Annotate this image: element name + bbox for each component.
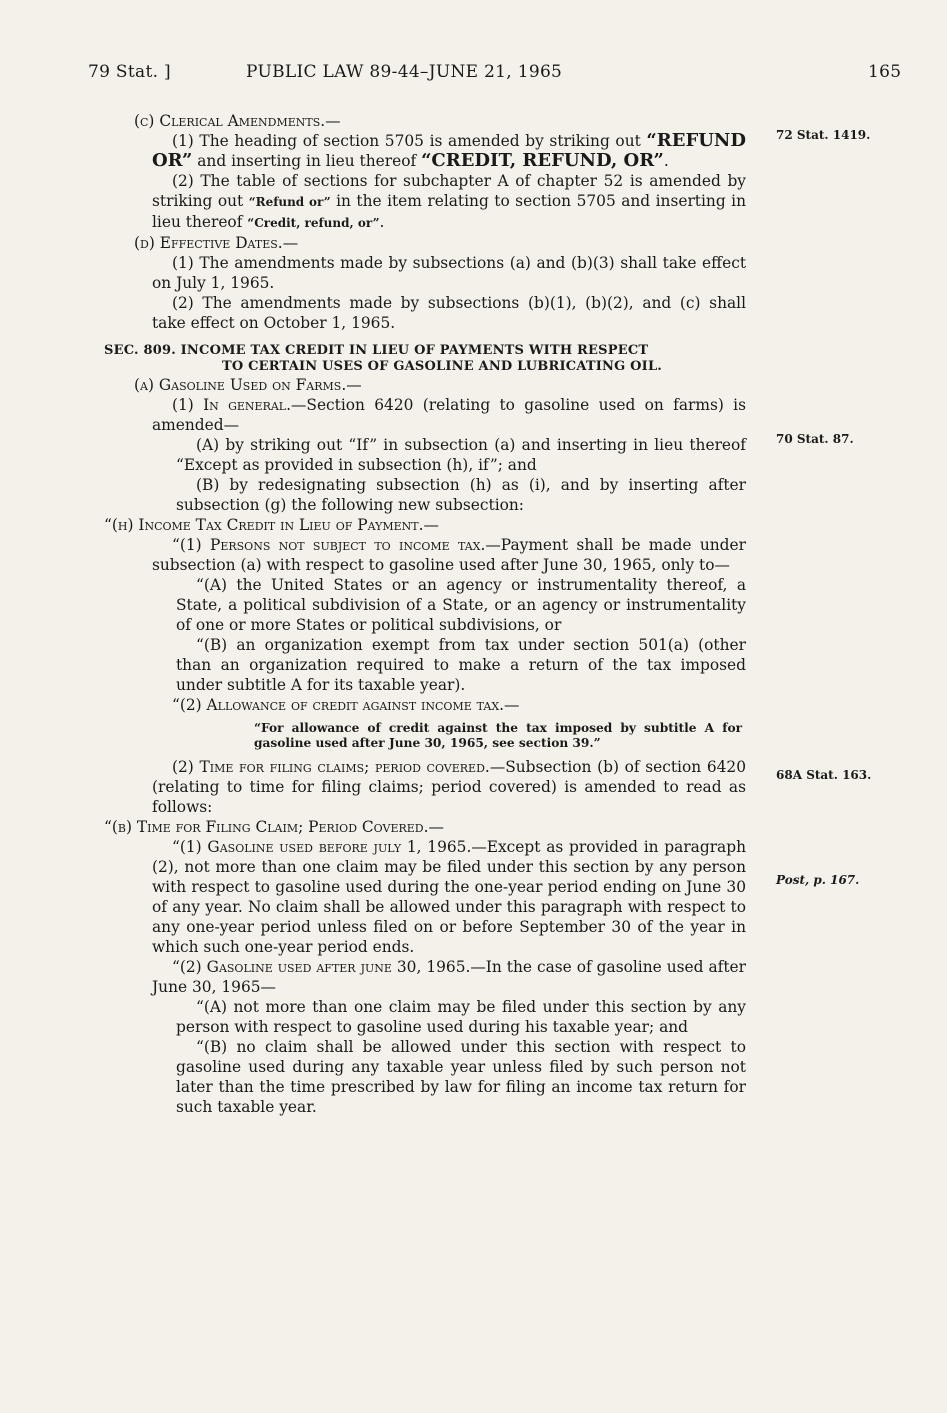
section-heading <box>104 343 746 375</box>
paragraph: “(A) the United States or an agency or instrumentality thereof, a State, a political subdivision of a State, or an agency or instrumentality of one or more States or political subdivisions, or <box>176 576 746 634</box>
header-statute-ref: 79 Stat. ] <box>88 62 171 82</box>
section-heading-line: SEC. 809. INCOME TAX CREDIT IN LIEU OF PAYMENTS WITH RESPECT <box>104 343 649 358</box>
margin-note-post: Post, p. 167. <box>776 873 860 887</box>
subsection-heading: “(h) Income Tax Credit in Lieu of Payment.— <box>104 516 439 534</box>
text: —Payment shall be made under subsection (a) with respect to gasoline used after June 30, 1965, only to— <box>152 536 746 574</box>
document-body <box>104 111 746 1117</box>
paragraph-heading: “(2) Gasoline used after june 30, 1965. <box>172 958 471 976</box>
margin-note <box>776 873 859 887</box>
paragraph <box>104 535 746 575</box>
paragraph-heading: (1) In general. <box>172 396 292 414</box>
page-number: 165 <box>868 62 902 82</box>
paragraph: (B) by redesignating subsection (h) as (i), and by inserting after subsection (g) the following new subsection: <box>176 476 746 514</box>
text: in the item relating to section 5705 and inserting in lieu thereof <box>152 192 746 231</box>
paragraph: (2) The amendments made by subsections (b)(1), (b)(2), and (c) shall take effect on October 1, 1965. <box>152 294 746 332</box>
subsection-heading: (c) Clerical Amendments.— <box>134 112 341 130</box>
section-heading-line: TO CERTAIN USES OF GASOLINE AND LUBRICATING OIL. <box>222 359 663 374</box>
paragraph <box>104 131 746 171</box>
paragraph <box>104 957 746 997</box>
margin-note: 70 Stat. 87. <box>776 432 854 446</box>
text: —Section 6420 (relating to gasoline used on farms) is amended— <box>152 396 746 434</box>
paragraph-heading: (2) Time for filing claims; period covered. <box>172 758 490 776</box>
text: —In the case of gasoline used after June 30, 1965— <box>152 958 746 996</box>
text: . <box>663 152 669 170</box>
subsection-heading: (d) Effective Dates.— <box>134 234 299 252</box>
paragraph: “(B) an organization exempt from tax under section 501(a) (other than an organization required to make a return of the tax imposed under subtitle A for its taxable year). <box>176 636 746 694</box>
quoted-text: “Credit, refund, or” <box>247 216 380 230</box>
paragraph-heading: “(1) Persons not subject to income tax. <box>172 536 486 554</box>
text: —Subsection (b) of section 6420 (relating to time for filing claims; period covered) is amended to read as follows: <box>152 758 746 816</box>
subsection-heading: (a) Gasoline Used on Farms.— <box>134 376 362 394</box>
quoted-text: “CREDIT, REFUND, OR” <box>421 150 664 171</box>
paragraph-heading: “(1) Gasoline used before july 1, 1965. <box>172 838 472 856</box>
paragraph-heading: “(2) Allowance of credit against income tax.— <box>172 696 520 714</box>
quoted-text: “REFUND OR” <box>152 130 746 171</box>
text: and inserting in lieu thereof <box>192 152 422 170</box>
margin-note: 68A Stat. 163. <box>776 768 872 782</box>
text: . <box>379 213 385 231</box>
paragraph: “(A) not more than one claim may be filed under this section by any person with respect to gasoline used during his taxable year; and <box>176 998 746 1036</box>
cross-reference-note: “For allowance of credit against the tax imposed by subtitle A for gasoline used after June 30, 1965, see section 39.” <box>254 721 742 750</box>
margin-note: 72 Stat. 1419. <box>776 128 871 142</box>
paragraph: (A) by striking out “If” in subsection (a) and inserting in lieu thereof “Except as provided in subsection (h), if”; and <box>176 436 746 474</box>
header-title: PUBLIC LAW 89-44–JUNE 21, 1965 <box>246 62 563 82</box>
text: —Except as provided in paragraph (2), not more than one claim may be filed under this section by any person with respect to gasoline used during the one-year period ending on June 30 of any year. No claim shall be allowed under this paragraph with respect to any one-year period unless filed on or before September 30 of the year in which such one-year period ends. <box>152 838 746 956</box>
paragraph: “(B) no claim shall be allowed under this section with respect to gasoline used during any taxable year unless filed by such person not later than the time prescribed by law for filing an income tax return for such taxable year. <box>176 1038 746 1116</box>
subsection-heading: “(b) Time for Filing Claim; Period Covered.— <box>104 818 444 836</box>
paragraph <box>104 837 746 957</box>
quoted-text: “Refund or” <box>248 195 331 209</box>
paragraph: (1) The amendments made by subsections (a) and (b)(3) shall take effect on July 1, 1965. <box>152 254 746 292</box>
paragraph <box>104 757 746 817</box>
text: (1) The heading of section 5705 is amended by striking out <box>172 132 647 150</box>
paragraph <box>104 171 746 233</box>
paragraph <box>104 395 746 435</box>
text: (2) The table of sections for subchapter A of chapter 52 is amended by striking out <box>152 172 746 210</box>
